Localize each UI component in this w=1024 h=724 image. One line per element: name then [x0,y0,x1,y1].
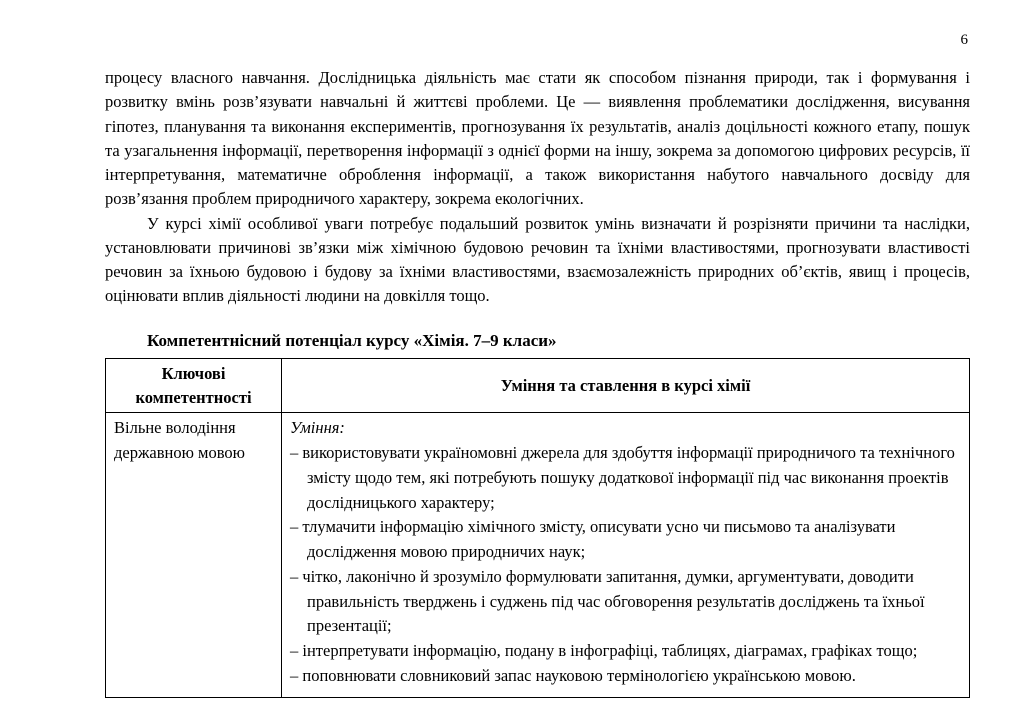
competence-cell: Вільне володіння державною мовою [106,413,282,697]
skills-cell [282,413,970,697]
header-key-competences: Ключові компетентності [106,358,282,413]
paragraph-research-activity: процесу власного навчання. Дослідницька діяльність має стати як способом пізнання природи, так і формування і розвитку вмінь розв’язувати навчальні й життєві проблеми. Це — виявлення проблематики дослідження, висування гіпотез, планування та виконання експериментів, прогнозування їх результатів, аналіз доцільності кожного етапу, пошук та узагальнення інформації, перетворення інформації з однієї форми на іншу, зокрема за допомогою цифрових ресурсів, її інтерпретування, математичне оброблення інформації, а також використання набутого навчального досвіду для розв’язання проблем природничого характеру, зокрема екологічних. [105,68,970,209]
table-header-row [106,358,970,413]
skill-item: – інтерпретувати інформацію, подану в інфографіці, таблицях, діаграмах, графіках тощо; [290,641,918,661]
paragraph-chemistry-course: У курсі хімії особливої уваги потребує подальший розвиток умінь визначати й розрізняти причини та наслідки, установлювати причинові зв’язки між хімічною будовою речовин та їхніми властивостями, прогнозувати властивості речовин за їхньою будовою і будову за їхніми властивостями, взаємозалежність природних об’єктів, явищ і процесів, оцінювати вплив діяльності людини на довкілля тощо. [105,213,970,306]
page-number: 6 [960,32,968,48]
skill-item: – тлумачити інформацію хімічного змісту, описувати усно чи письмово та аналізувати дослідження мовою природничих наук; [290,517,896,562]
skill-item: – використовувати україномовні джерела для здобуття інформації природничого та технічного змісту щодо тем, які потребують пошуку додаткової інформації під час виконання проектів дослідницького характеру; [290,443,955,512]
skill-item: – чітко, лаконічно й зрозуміло формулювати запитання, думки, аргументувати, доводити правильність тверджень і суджень під час обговорення результатів досліджень та їхньої презентації; [290,566,925,636]
table-heading: Компетентнісний потенціал курсу «Хімія. 7–9 класи» [147,330,557,350]
competence-table [105,358,970,698]
skills-label: Уміння: [290,418,345,438]
body-text [105,66,970,309]
table-row [106,413,970,697]
skill-item: – поповнювати словниковий запас науковою термінологією українською мовою. [290,665,856,685]
header-skills-attitudes: Уміння та ставлення в курсі хімії [282,358,970,413]
